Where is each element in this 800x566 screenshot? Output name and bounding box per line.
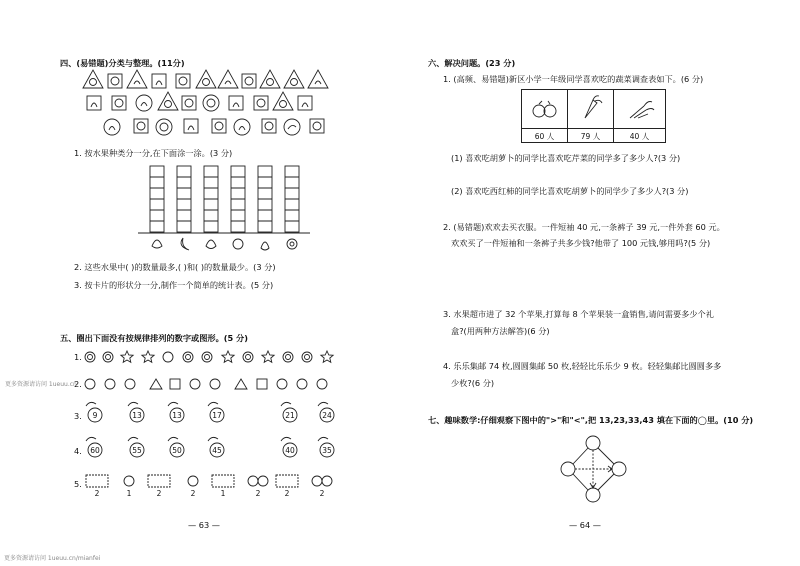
row5-number: 2 [190,489,196,498]
section-4-title: 四、(易错题)分类与整理。(11分) [60,58,185,68]
question-6-3-line2: 盒?(用两种方法解答)(6 分) [451,326,550,336]
row4-number: 40 [285,446,295,455]
row5-number: 2 [319,489,325,498]
row4-number: 45 [212,446,222,455]
row-label-2: 2. [74,379,82,389]
row3-number: 13 [132,411,142,420]
watermark-side: 更多资源请访问 1ueuu.cn [5,381,77,388]
question-4-3: 3. 按卡片的形状分一分,制作一个简单的统计表。(5 分) [74,280,274,290]
row-label-5: 5. [74,479,82,489]
row-label-4: 4. [74,446,82,456]
row3-number: 24 [322,411,332,420]
row5-number: 2 [284,489,290,498]
count-carrot: 79 人 [580,132,601,141]
row4-number: 50 [172,446,182,455]
row4-number: 55 [132,446,142,455]
question-6-2-line2: 欢欢买了一件短袖和一条裤子共多少钱?他带了 100 元钱,够用吗?(5 分) [451,238,711,248]
row3-number: 21 [285,411,295,420]
row3-number: 9 [92,411,98,420]
row5-number: 2 [94,489,100,498]
question-6-1-1: (1) 喜欢吃胡萝卜的同学比喜欢吃芹菜的同学多了多少人?(3 分) [451,153,681,163]
question-4-2: 2. 这些水果中( )的数量最多,( )和( )的数量最少。(3 分) [74,262,276,272]
row-label-3: 3. [74,411,82,421]
section-6-title: 六、解决问题。(23 分) [428,58,516,68]
row5-number: 1 [220,489,226,498]
row4-number: 60 [90,446,100,455]
answer-circle-left[interactable] [561,462,575,476]
question-4-1: 1. 按水果种类分一分,在下面涂一涂。(3 分) [74,148,233,158]
row-label-1: 1. [74,352,82,362]
answer-circle-bottom[interactable] [586,488,600,502]
answer-circle-right[interactable] [612,462,626,476]
question-6-2-line1: 2. (易错题)欢欢去买衣服。一件短袖 40 元,一条裤子 39 元,一件外套 60 元。 [443,222,725,232]
count-tomato: 60 人 [534,132,555,141]
question-6-1-2: (2) 喜欢吃西红柿的同学比喜欢吃胡萝卜的同学少了多少人?(3 分) [451,186,689,196]
section-5-title: 五、圈出下面没有按规律排列的数字或图形。(5 分) [60,333,248,343]
page-number-left: — 63 — [188,520,220,530]
row5-number: 2 [156,489,162,498]
row5-number: 2 [255,489,261,498]
question-6-4-line1: 4. 乐乐集邮 74 枚,圆圆集邮 50 枚,轻轻比乐乐少 9 枚。轻轻集邮比圆圆多多 [443,361,722,371]
row3-number: 17 [212,411,222,420]
watermark-bottom: 更多资源请访问 1ueuu.cn/mianfei [4,555,101,562]
question-6-4-line2: 少枚?(6 分) [451,378,495,388]
answer-circle-top[interactable] [586,436,600,450]
row4-number: 35 [322,446,332,455]
question-6-3-line1: 3. 水果超市进了 32 个苹果,打算每 8 个苹果装一盒销售,请问需要多少个礼 [443,309,714,319]
row3-number: 13 [172,411,182,420]
question-6-1: 1. (高频、易错题)新区小学一年级同学喜欢吃的蔬菜调查表如下。(6 分) [443,74,704,84]
section-7-title: 七、趣味数学:仔细观察下图中的">"和"<",把 13,23,33,43 填在下面的◯里。(10 分) [428,415,754,425]
count-celery: 40 人 [629,132,650,141]
row5-number: 1 [126,489,132,498]
page-number-right: — 64 — [569,520,601,530]
